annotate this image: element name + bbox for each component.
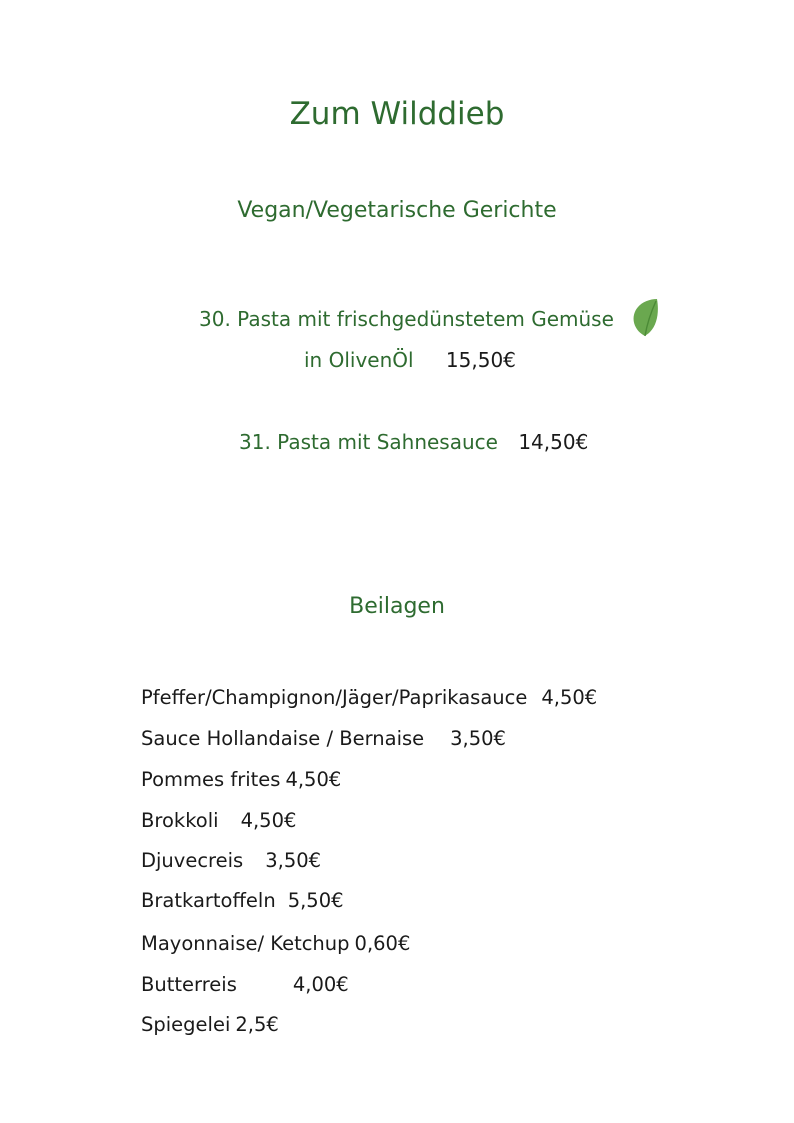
side-item bbox=[141, 1013, 279, 1036]
side-item bbox=[141, 686, 597, 709]
side-price: 4,50€ bbox=[240, 809, 297, 832]
side-name: Mayonnaise/ Ketchup bbox=[141, 932, 350, 955]
vegan-section-heading: Vegan/Vegetarische Gerichte bbox=[237, 198, 557, 223]
side-name: Pommes frites bbox=[141, 768, 281, 791]
side-name: Brokkoli bbox=[141, 809, 219, 832]
side-name: Spiegelei bbox=[141, 1013, 231, 1036]
sides-section-heading: Beilagen bbox=[349, 594, 445, 619]
side-item bbox=[141, 973, 349, 996]
side-item bbox=[141, 932, 410, 955]
dish-name-cont: in OlivenÖl bbox=[304, 348, 414, 372]
side-price: 4,00€ bbox=[292, 973, 349, 996]
side-item bbox=[141, 889, 344, 912]
dish-price: 15,50€ bbox=[445, 348, 516, 372]
dish-price: 14,50€ bbox=[518, 430, 589, 454]
side-name: Pfeffer/Champignon/Jäger/Paprikasauce bbox=[141, 686, 528, 709]
side-price: 4,50€ bbox=[541, 686, 598, 709]
side-name: Sauce Hollandaise / Bernaise bbox=[141, 727, 425, 750]
side-name: Butterreis bbox=[141, 973, 237, 996]
dish-number: 30. bbox=[199, 307, 231, 331]
side-item bbox=[141, 849, 321, 872]
side-price: 5,50€ bbox=[287, 889, 344, 912]
restaurant-title: Zum Wilddieb bbox=[289, 96, 505, 132]
side-item bbox=[141, 768, 341, 791]
dish-31 bbox=[239, 430, 588, 454]
side-price: 0,60€ bbox=[354, 932, 411, 955]
side-price: 2,5€ bbox=[235, 1013, 279, 1036]
dish-30-line2 bbox=[304, 348, 516, 372]
dish-name: Pasta mit frischgedünstetem Gemüse bbox=[237, 307, 614, 331]
side-name: Djuvecreis bbox=[141, 849, 244, 872]
side-price: 3,50€ bbox=[450, 727, 506, 750]
side-price: 4,50€ bbox=[285, 768, 342, 791]
side-item bbox=[141, 809, 296, 832]
leaf-icon bbox=[630, 298, 660, 338]
side-price: 3,50€ bbox=[265, 849, 322, 872]
dish-name: Pasta mit Sahnesauce bbox=[277, 430, 498, 454]
side-item bbox=[141, 727, 506, 750]
dish-number: 31. bbox=[239, 430, 271, 454]
dish-30-line1 bbox=[199, 307, 614, 331]
side-name: Bratkartoffeln bbox=[141, 889, 276, 912]
